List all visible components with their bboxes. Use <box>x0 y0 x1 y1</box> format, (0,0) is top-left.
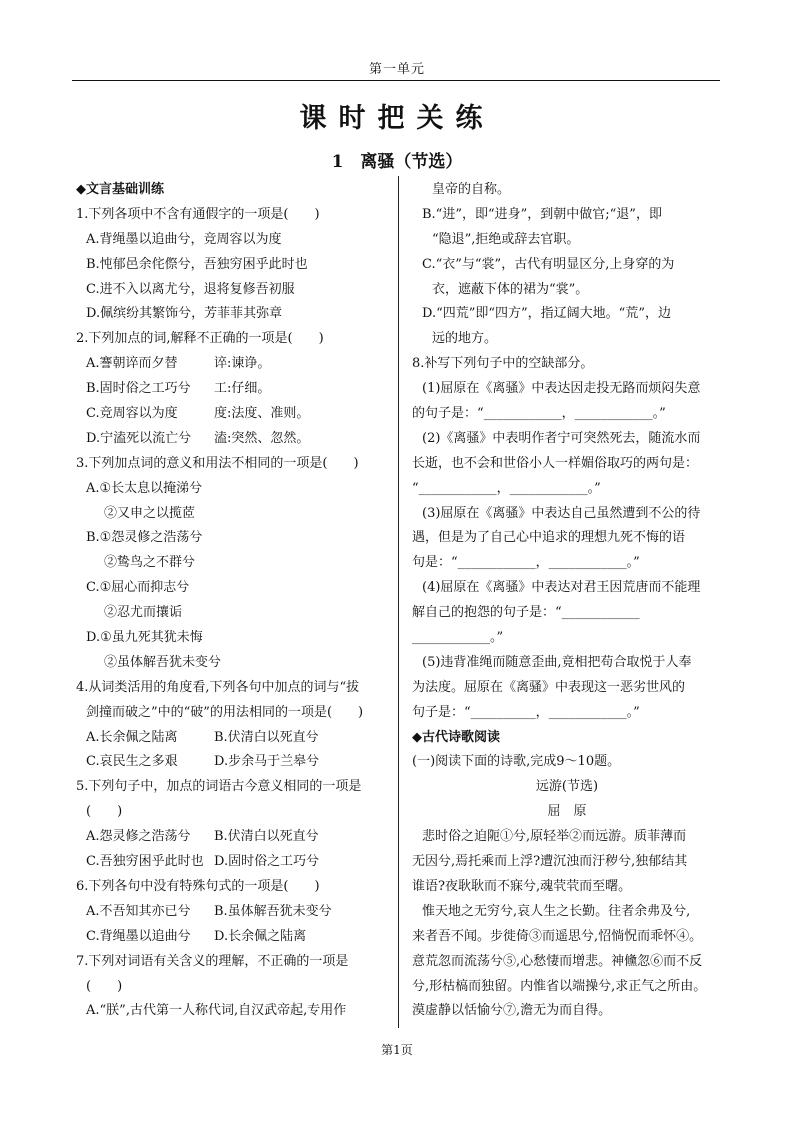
text-line: B.“进”，即“进身”，到朝中做官;“退”，即 <box>422 206 662 222</box>
text-line: ②虽体解吾犹未变兮 <box>104 654 222 670</box>
text-line <box>76 900 392 925</box>
text-line: B.忳郁邑余侘傺兮，吾独穷困乎此时也 <box>86 256 308 272</box>
text-line: 兮,形枯槁而独留。内惟省以端操兮,求正气之所由。 <box>412 978 707 994</box>
text-line: ( ) <box>86 804 123 820</box>
text-line: A.“朕”,古代第一人称代词,自汉武帝起,专用作 <box>86 1003 347 1019</box>
option-text: A.怨灵修之浩荡兮 <box>86 829 191 845</box>
text-line: 1.下列各项中不含有通假字的一项是( ) <box>76 206 320 222</box>
option-text: 谇:谏诤。 <box>214 356 271 372</box>
option-text: 度:法度、准则。 <box>214 406 310 422</box>
unit-header: 第一单元 <box>368 62 425 77</box>
text-line: 漠虚静以恬愉兮⑦,澹无为而自得。 <box>412 1003 612 1019</box>
text-line: (5)违背准绳而随意歪曲,竟相把苟合取悦于人奉 <box>422 654 692 670</box>
text-line: (一)阅读下面的诗歌,完成9～10题。 <box>412 754 621 770</box>
text-line: B.①怨灵修之浩荡兮 <box>86 530 203 546</box>
text-line: (1)屈原在《离骚》中表达因走投无路而烦闷失意 <box>422 381 701 397</box>
option-text: 工:仔细。 <box>214 381 271 397</box>
right-column <box>412 178 722 1024</box>
text-line: (2)《离骚》中表明作者宁可突然死去，随流水而 <box>422 430 701 446</box>
page-number: 第1页 <box>381 1043 413 1057</box>
text-line <box>76 402 392 427</box>
option-text: B.虽体解吾犹未变兮 <box>214 903 332 919</box>
option-text: A.长余佩之陆离 <box>86 729 178 745</box>
text-line: C.进不入以离尤兮，退将复修吾初服 <box>86 281 295 297</box>
text-line: (3)屈原在《离骚》中表达自己虽然遭到不公的待 <box>422 505 701 521</box>
text-line: 6.下列各句中没有特殊句式的一项是( ) <box>76 878 320 894</box>
text-line <box>76 925 392 950</box>
text-line: 远游(节选) <box>535 779 599 795</box>
text-line: “____________，____________。” <box>412 480 601 496</box>
option-text: D.固时俗之工巧兮 <box>214 854 320 870</box>
text-line <box>76 377 392 402</box>
text-line: A.①长太息以掩涕兮 <box>86 480 203 496</box>
text-line: C.①屈心而抑志兮 <box>86 580 190 596</box>
text-line <box>76 825 392 850</box>
option-text: A.謇朝谇而夕替 <box>86 356 178 372</box>
text-line: 悲时俗之迫阨①兮,原轻举②而远游。质菲薄而 <box>422 829 687 845</box>
text-line: 2.下列加点的词,解释不正确的一项是( ) <box>76 331 324 347</box>
text-line: 无因兮,焉托乘而上浮?遭沉浊而汙秽兮,独郁结其 <box>412 854 688 870</box>
text-line: ②又申之以揽茝 <box>104 505 196 521</box>
text-line: 剑撞而破之”中的“破”的用法相同的一项是( ) <box>86 704 364 720</box>
header-rule <box>72 80 720 81</box>
option-text: B.伏清白以死直兮 <box>214 829 319 845</box>
option-text: B.固时俗之工巧兮 <box>86 381 191 397</box>
text-line: 8.补写下列句子中的空缺部分。 <box>412 356 594 372</box>
text-line: ◆文言基础训练 <box>76 182 164 197</box>
text-line: 句是：“____________，____________。” <box>412 555 640 571</box>
text-line <box>76 750 392 775</box>
option-text: C.哀民生之多艰 <box>86 754 178 770</box>
text-line: 远的地方。 <box>432 331 498 347</box>
option-text: D.长余佩之陆离 <box>214 928 307 944</box>
text-line <box>76 427 392 452</box>
text-line: 长逝，也不会和世俗小人一样媚俗取巧的两句是： <box>412 455 699 471</box>
text-line: 遇，但是为了自己心中追求的理想九死不悔的语 <box>412 530 686 546</box>
text-line: 5.下列句子中，加点的词语古今意义相同的一项是 <box>76 779 362 795</box>
left-column <box>76 178 392 1024</box>
lesson-title: 1 离骚（节选） <box>331 152 463 172</box>
text-line: 句子是：“__________，____________。” <box>412 704 640 720</box>
text-line: 的句子是：“____________，____________。” <box>412 406 666 422</box>
text-line: 屈 原 <box>547 804 587 820</box>
text-line: C.“衣”与“裳”，古代有明显区分,上身穿的为 <box>422 256 675 272</box>
text-line: D.“四荒”即“四方”，指辽阔大地。“荒”，边 <box>422 306 671 322</box>
text-line: 解自己的抱怨的句子是：“____________ <box>412 605 640 621</box>
option-text: D.宁溘死以流亡兮 <box>86 430 192 446</box>
text-line: 惟天地之无穷兮,哀人生之长勤。往者余弗及兮, <box>422 903 691 919</box>
text-line: 来者吾不闻。步徙倚③而遥思兮,怊惝怳而乖怀④。 <box>412 928 703 944</box>
option-text: C.吾独穷困乎此时也 <box>86 854 204 870</box>
page-title: 课时把关练 <box>299 103 495 134</box>
text-line: 皇帝的自称。 <box>432 182 511 197</box>
text-line: ____________。” <box>412 630 504 646</box>
text-line: ◆古代诗歌阅读 <box>412 729 500 745</box>
text-line: 7.下列对词语有关含义的理解，不正确的一项是 <box>76 953 349 969</box>
text-line: ②忍尤而攘诟 <box>104 605 183 621</box>
option-text: C.背绳墨以追曲兮 <box>86 928 191 944</box>
text-line: “隐退”,拒绝或辞去官职。 <box>432 231 580 247</box>
text-line <box>76 726 392 751</box>
text-line <box>76 850 392 875</box>
column-divider <box>398 176 399 1028</box>
text-line: (4)屈原在《离骚》中表达对君王因荒唐而不能理 <box>422 580 701 596</box>
option-text: C.竞周容以为度 <box>86 406 178 422</box>
text-line: A.背绳墨以追曲兮，竞周容以为度 <box>86 231 282 247</box>
text-line: D.①虽九死其犹未悔 <box>86 630 203 646</box>
text-line <box>76 352 392 377</box>
text-line: D.佩缤纷其繁饰兮，芳菲菲其弥章 <box>86 306 283 322</box>
text-line: 意荒忽而流荡兮⑤,心愁悽而增悲。神儵忽⑥而不反 <box>412 953 703 969</box>
text-line: 4.从词类活用的角度看,下列各句中加点的词与“拔 <box>76 679 360 695</box>
option-text: A.不吾知其亦已兮 <box>86 903 191 919</box>
option-text: 溘:突然、忽然。 <box>214 430 310 446</box>
text-line: ②鸷鸟之不群兮 <box>104 555 196 571</box>
text-line: 谁语?夜耿耿而不寐兮,魂茕茕而至曙。 <box>412 878 632 894</box>
text-line: 衣，遮蔽下体的裙为“裳”。 <box>432 281 589 297</box>
option-text: B.伏清白以死直兮 <box>214 729 319 745</box>
text-line: ( ) <box>86 978 123 994</box>
text-line: 为法度。屈原在《离骚》中表现这一恶劣世风的 <box>412 679 686 695</box>
text-line: 3.下列加点词的意义和用法不相同的一项是( ) <box>76 455 359 471</box>
option-text: D.步余马于兰皋兮 <box>214 754 320 770</box>
